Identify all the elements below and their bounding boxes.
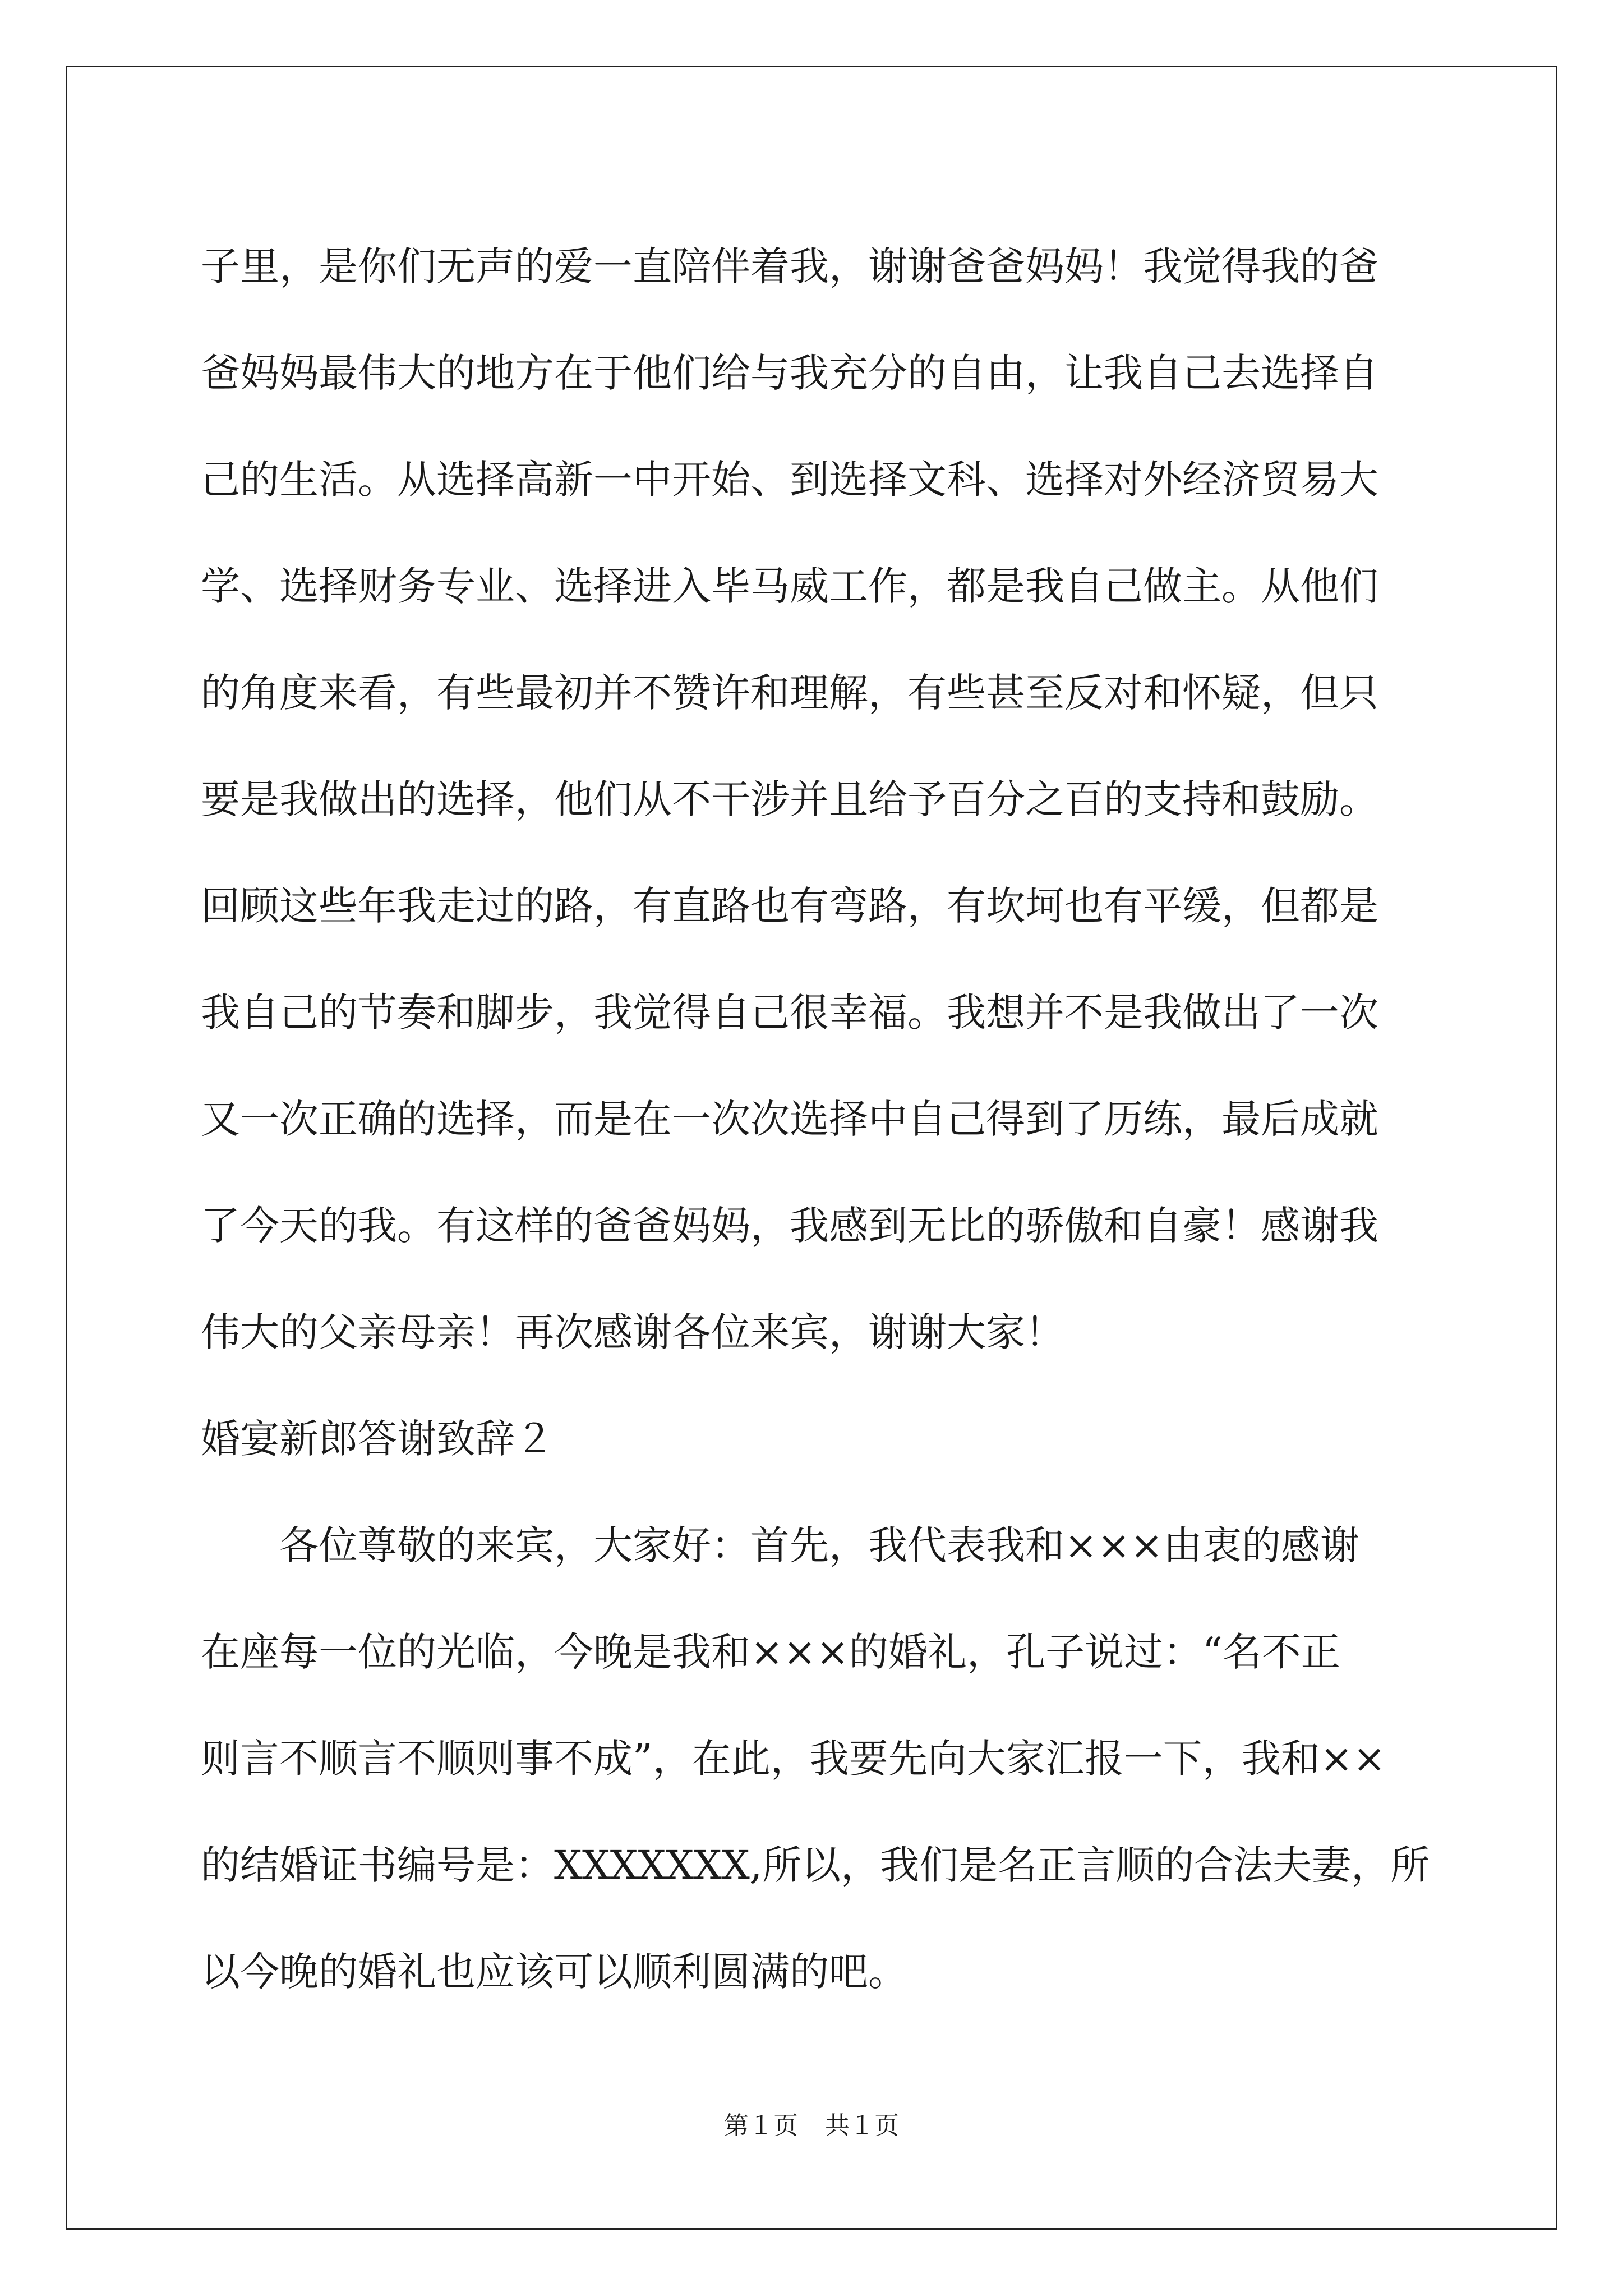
text-line: 子里，是你们无声的爱一直陪伴着我，谢谢爸爸妈妈！我觉得我的爸	[201, 243, 1378, 289]
text-line: 以今晚的婚礼也应该可以顺利圆满的吧。	[201, 1949, 907, 1995]
text-line: 又一次正确的选择，而是在一次次选择中自己得到了历练，最后成就	[201, 1096, 1378, 1142]
page-number-current: 第１页	[724, 2111, 798, 2140]
text-line: 己的生活。从选择高新一中开始、到选择文科、选择对外经济贸易大	[201, 457, 1378, 503]
section-title: 婚宴新郎答谢致辞２	[201, 1416, 554, 1462]
document-body	[201, 213, 1430, 2025]
text-line: 了今天的我。有这样的爸爸妈妈，我感到无比的骄傲和自豪！感谢我	[201, 1203, 1378, 1249]
text-line: 学、选择财务专业、选择进入毕马威工作，都是我自己做主。从他们	[201, 563, 1378, 609]
page-number-total: 共１页	[825, 2111, 899, 2140]
text-line: 要是我做出的选择，他们从不干涉并且给予百分之百的支持和鼓励。	[201, 776, 1378, 822]
text-line: 回顾这些年我走过的路，有直路也有弯路，有坎坷也有平缓，但都是	[201, 883, 1378, 929]
text-line: 爸妈妈最伟大的地方在于他们给与我充分的自由，让我自己去选择自	[201, 350, 1378, 396]
text-line: 则言不顺言不顺则事不成”，在此，我要先向大家汇报一下，我和××	[201, 1736, 1386, 1782]
text-line: 各位尊敬的来宾，大家好：首先，我代表我和×××由衷的感谢	[279, 1522, 1359, 1568]
text-line: 在座每一位的光临，今晚是我和×××的婚礼，孔子说过：“名不正	[201, 1629, 1340, 1675]
text-line: 伟大的父亲母亲！再次感谢各位来宾，谢谢大家！	[201, 1309, 1064, 1355]
page-footer	[0, 2109, 1623, 2143]
text-line: 的角度来看，有些最初并不赞许和理解，有些甚至反对和怀疑，但只	[201, 670, 1378, 716]
text-line: 的结婚证书编号是：XXXXXXX,所以，我们是名正言顺的合法夫妻，所	[201, 1842, 1430, 1888]
text-line: 我自己的节奏和脚步，我觉得自己很幸福。我想并不是我做出了一次	[201, 990, 1378, 1036]
